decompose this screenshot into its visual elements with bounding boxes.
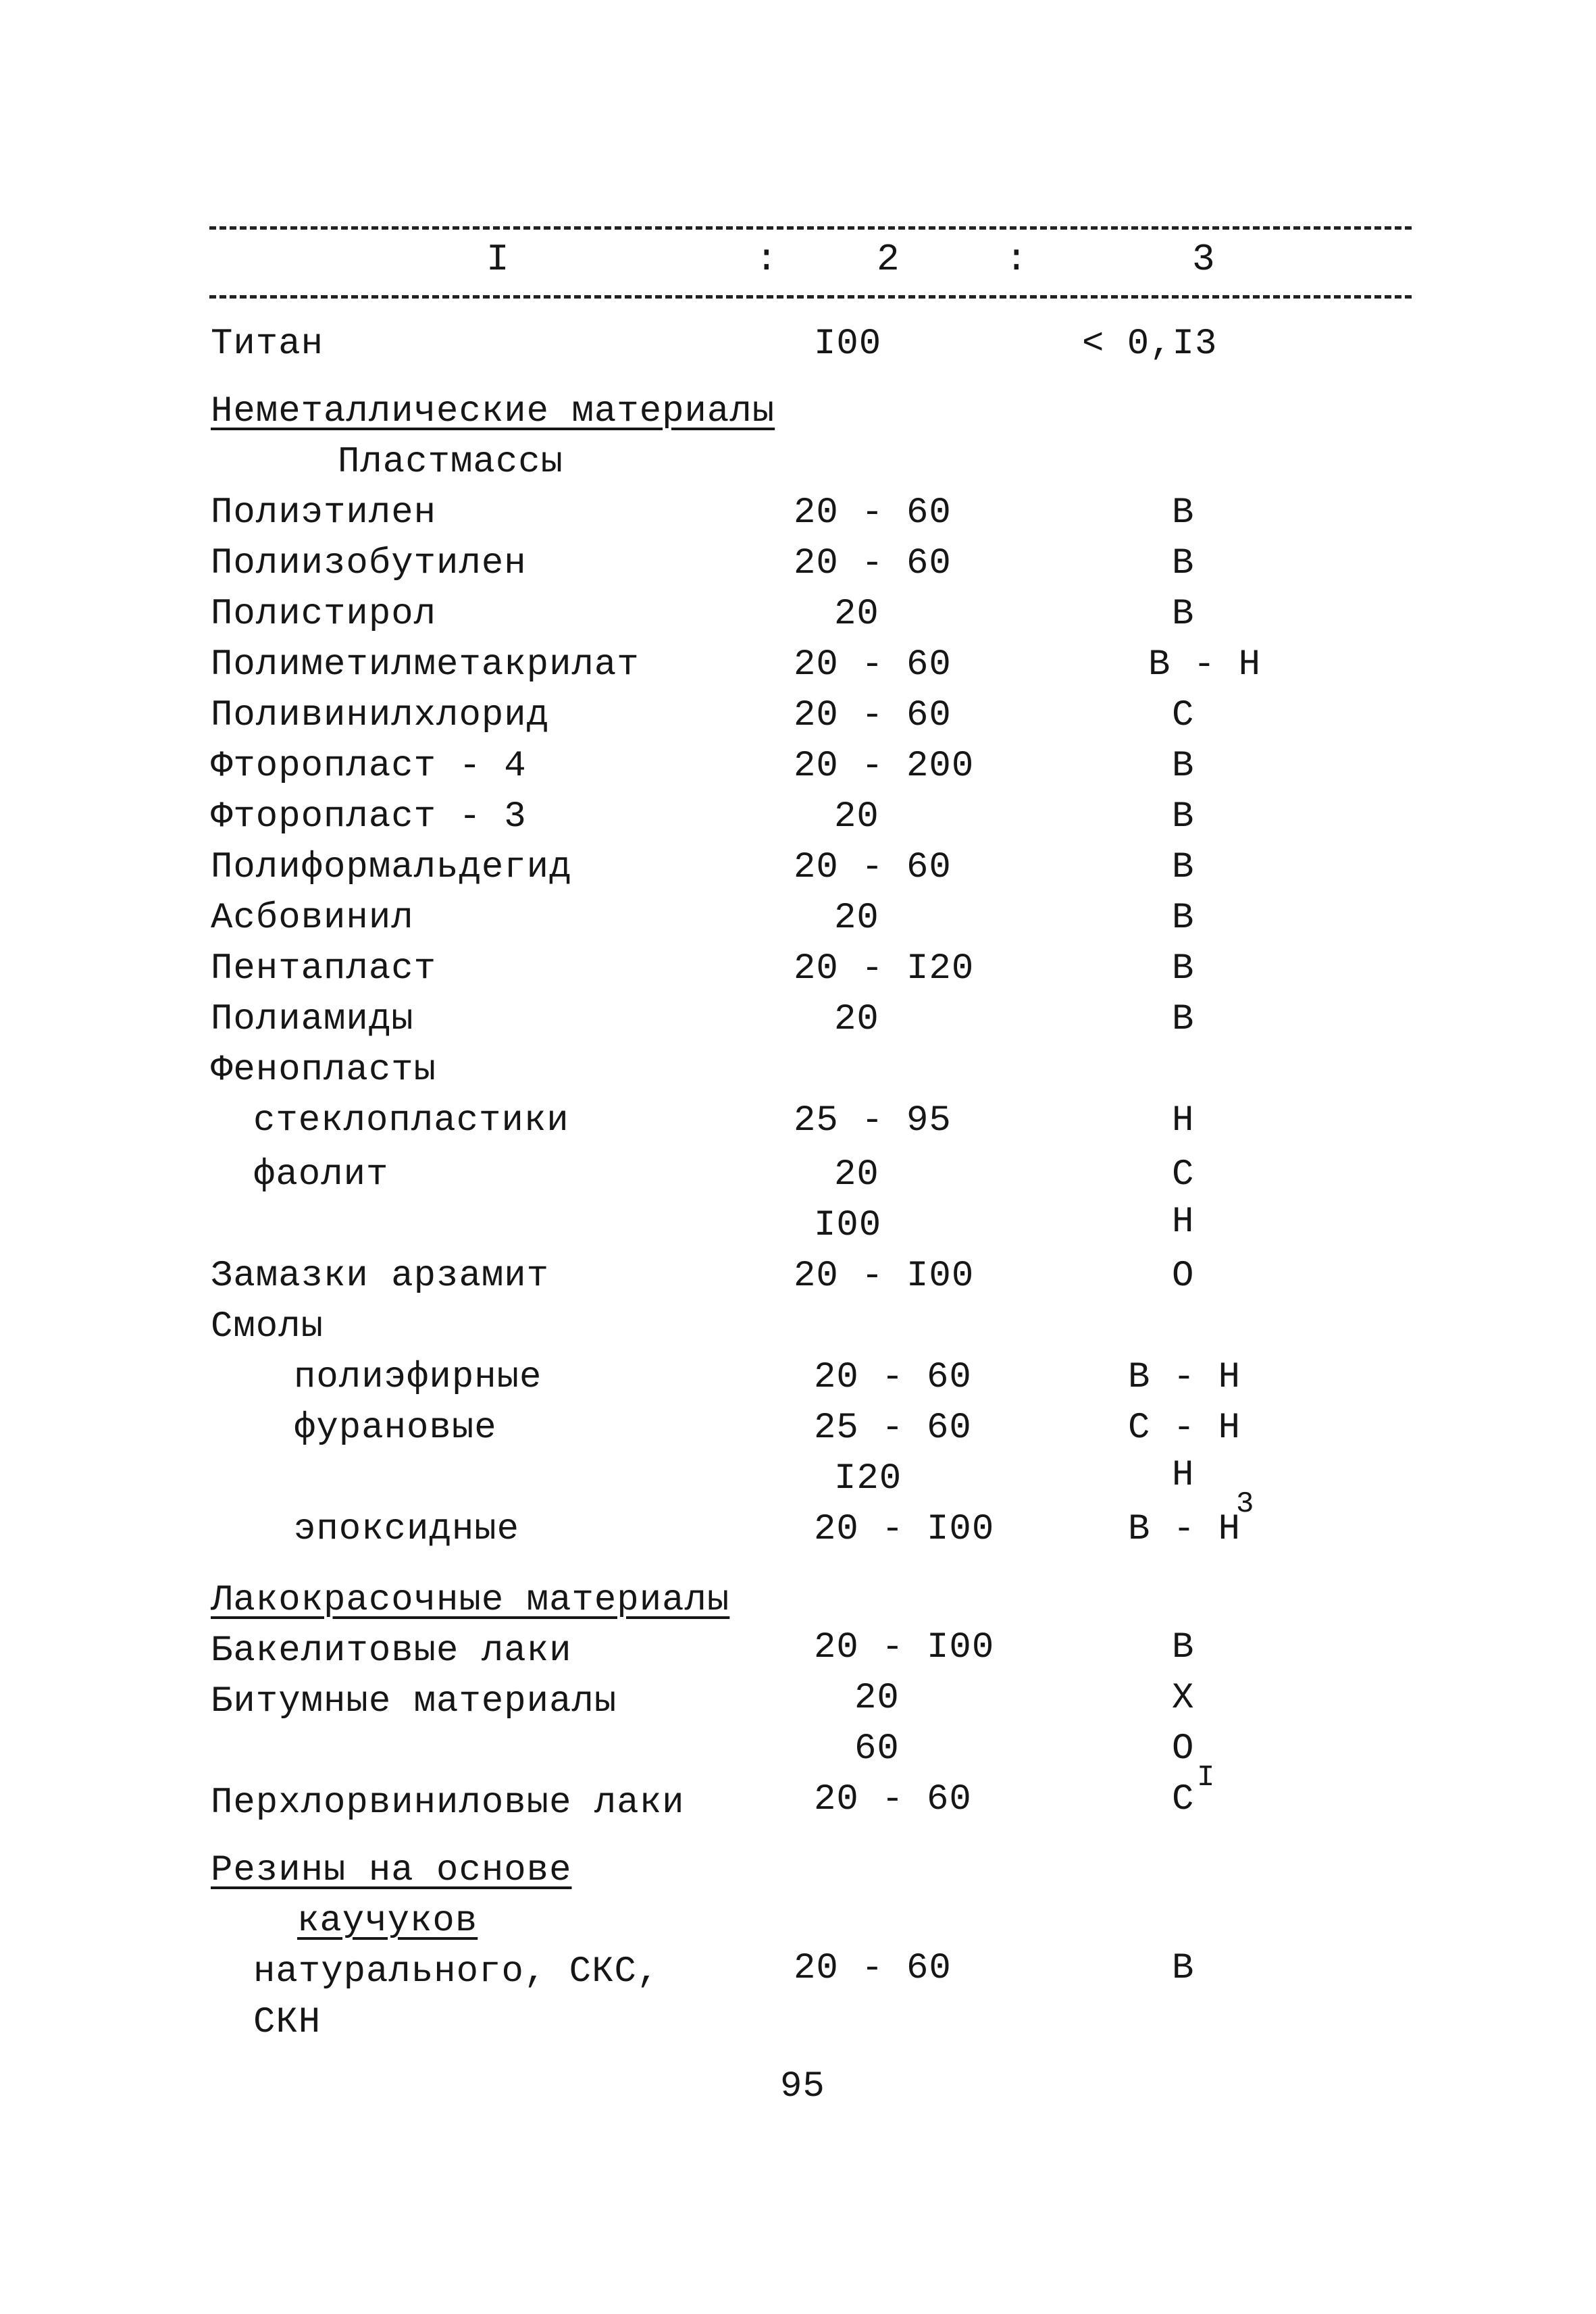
temperature-value: 20 - 60 bbox=[794, 695, 952, 736]
material-name: Фторопласт - 3 bbox=[211, 796, 527, 838]
material-name: Полиамиды bbox=[211, 999, 414, 1040]
group-heading: Смолы bbox=[211, 1306, 324, 1347]
rating-value: В bbox=[1172, 594, 1195, 635]
rating-value: Х bbox=[1172, 1678, 1195, 1719]
column-header-2: 2 bbox=[877, 238, 900, 281]
temperature-value: 20 - I00 bbox=[794, 1256, 975, 1297]
rating-value: В bbox=[1172, 847, 1195, 888]
subsection-heading-plastics: Пластмассы bbox=[338, 442, 564, 483]
section-heading-rubbers: Резины на основе bbox=[211, 1850, 572, 1891]
temperature-value: 20 - I00 bbox=[814, 1627, 995, 1668]
material-name: фурановые bbox=[294, 1408, 497, 1449]
rating-value: В bbox=[1172, 746, 1195, 787]
temperature-value: 20 - I00 bbox=[814, 1509, 995, 1550]
temperature-value: 20 bbox=[834, 1154, 879, 1195]
rating-value: Н bbox=[1172, 1202, 1195, 1243]
temperature-value: I00 bbox=[814, 324, 882, 365]
material-name: эпоксидные bbox=[294, 1509, 520, 1550]
footnote-marker: I bbox=[1197, 1761, 1215, 1795]
column-header-1: I bbox=[486, 238, 509, 281]
rating-value: Н bbox=[1172, 1100, 1195, 1141]
header-bottom-rule bbox=[209, 295, 1412, 299]
temperature-value: 20 - 60 bbox=[794, 847, 952, 888]
group-heading: Фенопласты bbox=[211, 1050, 437, 1091]
material-name: Перхлорвиниловые лаки bbox=[211, 1782, 685, 1824]
material-name: Асбовинил bbox=[211, 898, 414, 939]
temperature-value: 20 - 60 bbox=[794, 1948, 952, 1989]
material-name: Полиметилметакрилат bbox=[211, 644, 640, 686]
section-heading-paints: Лакокрасочные материалы bbox=[211, 1580, 730, 1621]
temperature-value: 25 - 60 bbox=[814, 1408, 972, 1449]
material-name: Поливинилхлорид bbox=[211, 695, 550, 736]
rating-value: В bbox=[1172, 796, 1195, 838]
material-name: СКН bbox=[253, 2002, 321, 2043]
rating-value: В bbox=[1172, 999, 1195, 1040]
temperature-value: 20 - 60 bbox=[794, 644, 952, 686]
temperature-value: 20 bbox=[854, 1678, 900, 1719]
rating-value: В bbox=[1172, 898, 1195, 939]
material-name: фаолит bbox=[253, 1154, 389, 1195]
temperature-value: 60 bbox=[854, 1728, 900, 1770]
material-name: полиэфирные bbox=[294, 1357, 542, 1398]
rating-value: В bbox=[1172, 948, 1195, 989]
rating-value: В bbox=[1172, 1948, 1195, 1989]
temperature-value: 20 bbox=[834, 999, 879, 1040]
temperature-value: 20 - I20 bbox=[794, 948, 975, 989]
temperature-value: 20 - 200 bbox=[794, 746, 975, 787]
material-name: стеклопластики bbox=[253, 1100, 569, 1141]
temperature-value: 20 - 60 bbox=[794, 543, 952, 584]
material-name: Фторопласт - 4 bbox=[211, 746, 527, 787]
temperature-value: I20 bbox=[834, 1458, 902, 1499]
rating-value: С bbox=[1172, 695, 1195, 736]
rating-value: Н bbox=[1172, 1455, 1195, 1496]
temperature-value: 20 - 60 bbox=[814, 1779, 972, 1820]
footnote-marker: 3 bbox=[1236, 1487, 1254, 1521]
temperature-value: 20 bbox=[834, 898, 879, 939]
rating-value: < 0,I3 bbox=[1082, 324, 1218, 365]
material-name: Полиизобутилен bbox=[211, 543, 527, 584]
temperature-value: 20 bbox=[834, 594, 879, 635]
rating-value: В - Н bbox=[1148, 644, 1262, 686]
page-number: 95 bbox=[780, 2066, 825, 2107]
material-name: Полистирол bbox=[211, 594, 437, 635]
material-name: Полиформальдегид bbox=[211, 847, 572, 888]
temperature-value: 25 - 95 bbox=[794, 1100, 952, 1141]
rating-value: О bbox=[1172, 1728, 1195, 1770]
column-header-3: 3 bbox=[1192, 238, 1215, 281]
temperature-value: I00 bbox=[814, 1205, 882, 1246]
material-name: Бакелитовые лаки bbox=[211, 1630, 572, 1672]
temperature-value: 20 bbox=[834, 796, 879, 838]
section-heading-rubbers-cont: каучуков bbox=[297, 1901, 478, 1942]
material-name: натурального, СКС, bbox=[253, 1951, 660, 1992]
rating-value: С bbox=[1172, 1154, 1195, 1195]
material-name: Пентапласт bbox=[211, 948, 437, 989]
rating-value: С bbox=[1172, 1779, 1195, 1820]
header-top-rule bbox=[209, 226, 1412, 230]
material-name: Полиэтилен bbox=[211, 492, 437, 534]
temperature-value: 20 - 60 bbox=[814, 1357, 972, 1398]
rating-value: В bbox=[1172, 492, 1195, 534]
rating-value: В bbox=[1172, 1627, 1195, 1668]
rating-value: С - Н bbox=[1128, 1408, 1241, 1449]
section-heading-nonmetallic: Неметаллические материалы bbox=[211, 391, 775, 432]
rating-value: В bbox=[1172, 543, 1195, 584]
column-separator-1: : bbox=[755, 238, 778, 281]
column-separator-2: : bbox=[1005, 238, 1028, 281]
rating-value: В - Н bbox=[1128, 1509, 1241, 1550]
material-name: Титан bbox=[211, 324, 324, 365]
temperature-value: 20 - 60 bbox=[794, 492, 952, 534]
rating-value: О bbox=[1172, 1256, 1195, 1297]
material-name: Битумные материалы bbox=[211, 1681, 617, 1722]
material-name: Замазки арзамит bbox=[211, 1256, 550, 1297]
rating-value: В - Н bbox=[1128, 1357, 1241, 1398]
